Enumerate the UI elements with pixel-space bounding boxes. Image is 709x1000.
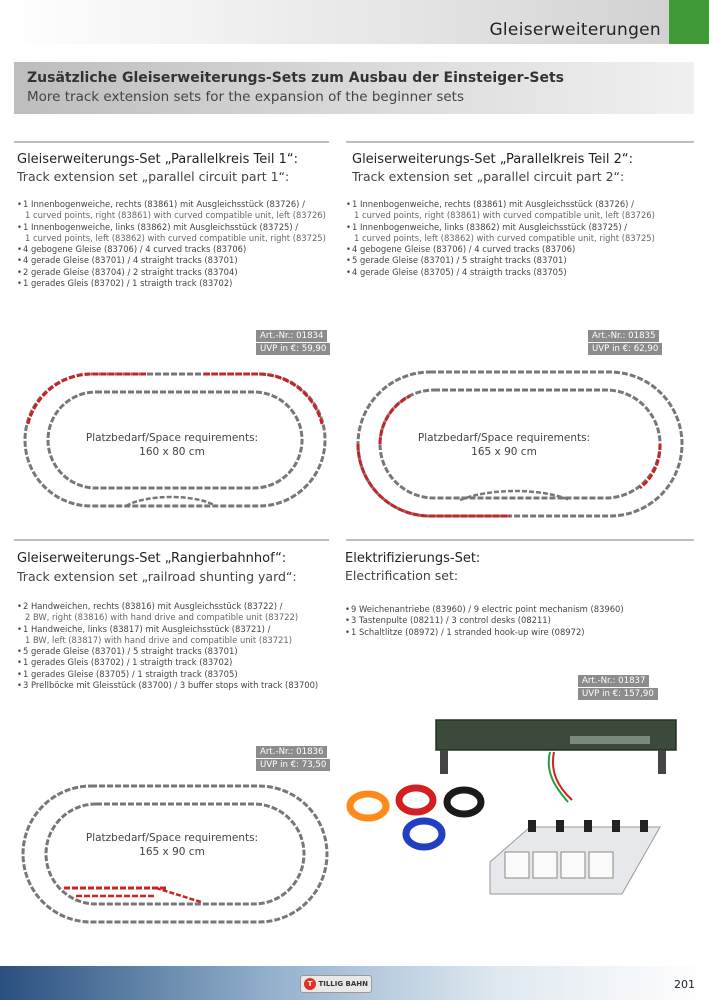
set4-price: UVP in €: 157,90: [578, 688, 658, 700]
space-label: Platzbedarf/Space requirements:: [85, 432, 259, 444]
list-item: • 1 Innenbogenweiche, links (83862) mit Ausgleichsstück (83725) /: [346, 222, 655, 233]
set3-art-nr: Art.-Nr.: 01836: [256, 746, 327, 758]
list-item-sub: 1 curved points, right (83861) with curved compatible unit, left (83726): [354, 210, 655, 221]
intro-banner: [14, 62, 694, 114]
set2-item-list: [346, 199, 655, 278]
control-desks-image: [490, 820, 660, 894]
set1-item-list: [17, 199, 326, 289]
set2-title-en: Track extension set „parallel circuit part 2“:: [352, 169, 625, 184]
section-rule: [346, 539, 694, 541]
set2-space: [384, 431, 624, 459]
list-item: • 1 gerades Gleise (83705) / 1 straigth track (83705): [17, 669, 318, 680]
logo-text: TILLIG BAHN: [318, 980, 368, 988]
list-item: • 1 Handweiche, links (83817) mit Ausgleichsstück (83721) /: [17, 624, 318, 635]
list-item-sub: 1 BW, left (83817) with hand drive and compatible unit (83721): [25, 634, 293, 645]
set4-title-en: Electrification set:: [345, 568, 459, 583]
set1-price: UVP in €: 59,90: [256, 343, 330, 355]
list-item: • 1 gerades Gleis (83702) / 1 straigth track (83702): [17, 278, 326, 289]
set4-item-list: [345, 604, 624, 638]
brand-logo: T TILLIG BAHN: [300, 975, 372, 993]
list-item: • 1 Schaltlitze (08972) / 1 stranded hook-up wire (08972): [345, 627, 624, 638]
list-item: • 3 Tastenpulte (08211) / 3 control desks (08211): [345, 615, 624, 626]
list-item: • 4 gerade Gleise (83701) / 4 straight tracks (83701): [17, 255, 326, 266]
section-rule: [14, 539, 329, 541]
list-item: • 3 Prellböcke mit Gleisstück (83700) / 3 buffer stops with track (83700): [17, 680, 318, 691]
set3-title-en: Track extension set „railroad shunting yard“:: [17, 569, 297, 584]
list-item-sub: 1 curved points, left (83862) with curved compatible unit, right (83725): [25, 232, 326, 243]
set4-art-nr: Art.-Nr.: 01837: [578, 675, 649, 687]
set1-title-de: Gleiserweiterungs-Set „Parallelkreis Teil 1“:: [17, 152, 298, 167]
wire-coils-image: [350, 788, 481, 847]
section-rule: [346, 141, 694, 143]
list-item: • 1 Innenbogenweiche, rechts (83861) mit Ausgleichsstück (83726) /: [346, 199, 655, 210]
list-item: • 1 gerades Gleis (83702) / 1 straigth track (83702): [17, 657, 318, 668]
set1-art-nr: Art.-Nr.: 01834: [256, 330, 327, 342]
intro-title-en: More track extension sets for the expansion of the beginner sets: [27, 89, 464, 105]
page-title: Gleiserweiterungen: [489, 20, 661, 40]
section-rule: [14, 141, 329, 143]
list-item-sub: 1 curved points, right (83861) with curved compatible unit, left (83726): [25, 210, 326, 221]
set4-title-de: Elektrifizierungs-Set:: [345, 551, 481, 566]
list-item: • 4 gerade Gleise (83705) / 4 straigth tracks (83705): [346, 267, 655, 278]
space-value: 165 x 90 cm: [471, 446, 537, 458]
list-item: • 5 gerade Gleise (83701) / 5 straight tracks (83701): [17, 646, 318, 657]
set1-title-en: Track extension set „parallel circuit part 1“:: [17, 169, 290, 184]
space-label: Platzbedarf/Space requirements:: [417, 432, 591, 444]
set3-title-de: Gleiserweiterungs-Set „Rangierbahnhof“:: [17, 551, 287, 566]
list-item-sub: 2 BW, right (83816) with hand drive and compatible unit (83722): [25, 612, 299, 623]
set3-space: [52, 831, 292, 859]
header-accent: [669, 0, 709, 44]
list-item: • 2 gerade Gleise (83704) / 2 straight tracks (83704): [17, 267, 326, 278]
page-number: 201: [674, 978, 695, 991]
list-item: • 5 gerade Gleise (83701) / 5 straight tracks (83701): [346, 255, 655, 266]
list-item: • 1 Innenbogenweiche, rechts (83861) mit Ausgleichsstück (83726) /: [17, 199, 326, 210]
space-value: 165 x 90 cm: [139, 846, 205, 858]
set2-title-de: Gleiserweiterungs-Set „Parallelkreis Teil 2“:: [352, 152, 633, 167]
set2-art-nr: Art.-Nr.: 01835: [588, 330, 659, 342]
list-item-sub: 1 curved points, left (83862) with curved compatible unit, right (83725): [354, 232, 655, 243]
intro-title-de: Zusätzliche Gleiserweiterungs-Sets zum Ausbau der Einsteiger-Sets: [27, 70, 564, 86]
list-item: • 9 Weichenantriebe (83960) / 9 electric point mechanism (83960): [345, 604, 624, 615]
set1-space: [52, 431, 292, 459]
set2-price: UVP in €: 62,90: [588, 343, 662, 355]
set3-item-list: [17, 601, 318, 691]
list-item: • 4 gebogene Gleise (83706) / 4 curved tracks (83706): [346, 244, 655, 255]
list-item: • 4 gebogene Gleise (83706) / 4 curved tracks (83706): [17, 244, 326, 255]
list-item: • 1 Innenbogenweiche, links (83862) mit Ausgleichsstück (83725) /: [17, 222, 326, 233]
space-value: 160 x 80 cm: [139, 446, 205, 458]
list-item: • 2 Handweichen, rechts (83816) mit Ausgleichsstück (83722) /: [17, 601, 318, 612]
set3-price: UVP in €: 73,50: [256, 759, 330, 771]
electrification-product-image: [340, 712, 700, 922]
space-label: Platzbedarf/Space requirements:: [85, 832, 259, 844]
